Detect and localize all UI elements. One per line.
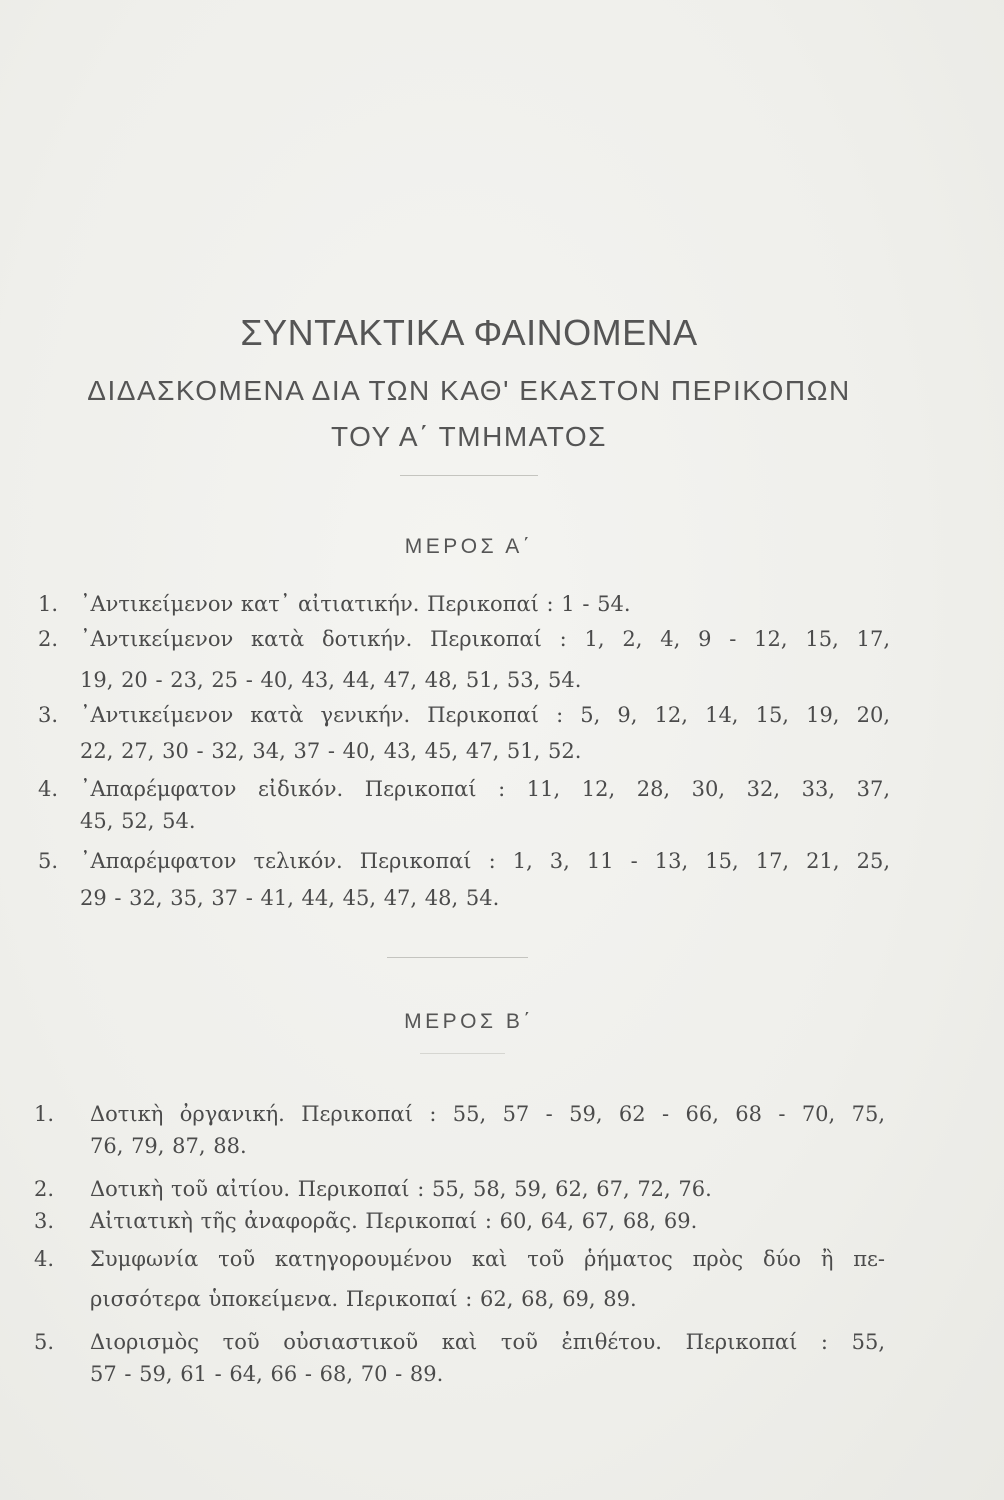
item-text-line: Δοτικὴ τοῦ αἰτίου. Περικοπαί : 55, 58, 59, 62, 67, 72, 76. (90, 1177, 712, 1201)
part-b-heading: ΜΕΡΟΣ Β΄ (404, 1010, 534, 1033)
subtitle-line-2: ΤΟΥ Α΄ ΤΜΗΜΑΤΟΣ (331, 421, 607, 452)
item-text-line: 19, 20 - 23, 25 - 40, 43, 44, 47, 48, 51, 53, 54. (80, 668, 582, 692)
item-text-line: ᾿Αντικείμενον κατ᾿ αἰτιατικήν. Περικοπαί : 1 - 54. (80, 592, 631, 616)
item-number: 5. (38, 849, 59, 873)
item-number: 3. (34, 1209, 55, 1233)
part-a-heading: ΜΕΡΟΣ Α΄ (404, 535, 534, 558)
item-text-line: ᾿Αντικείμενον κατὰ δοτικήν. Περικοπαί : 1, 2, 4, 9 - 12, 15, 17, (80, 627, 890, 651)
item-text-line: Διορισμὸς τοῦ οὐσιαστικοῦ καὶ τοῦ ἐπιθέτου. Περικοπαί : 55, (90, 1330, 885, 1354)
item-text-line: ᾿Απαρέμφατον τελικόν. Περικοπαί : 1, 3, 11 - 13, 15, 17, 21, 25, (80, 849, 890, 873)
item-number: 2. (34, 1177, 55, 1201)
item-text-line: 57 - 59, 61 - 64, 66 - 68, 70 - 89. (90, 1362, 444, 1386)
item-number: 4. (38, 777, 59, 801)
item-text-line: 76, 79, 87, 88. (90, 1134, 247, 1158)
section-divider (387, 957, 528, 958)
item-text-line: 22, 27, 30 - 32, 34, 37 - 40, 43, 45, 47, 51, 52. (80, 739, 582, 763)
item-number: 1. (38, 592, 59, 616)
subtitle-line-1: ΔΙΔΑΣΚΟΜΕΝΑ ΔΙΑ ΤΩΝ ΚΑΘ' ΕΚΑΣΤΟΝ ΠΕΡΙΚΟΠΩΝ (87, 375, 851, 406)
item-text-line: ᾿Αντικείμενον κατὰ γενικήν. Περικοπαί : 5, 9, 12, 14, 15, 19, 20, (80, 703, 890, 727)
title-divider (400, 475, 538, 476)
item-number: 2. (38, 627, 59, 651)
page-title: ΣΥΝΤΑΚΤΙΚΑ ΦΑΙΝΟΜΕΝΑ (240, 312, 698, 353)
heading-divider (420, 1053, 505, 1054)
item-text-line: ᾿Απαρέμφατον εἰδικόν. Περικοπαί : 11, 12, 28, 30, 32, 33, 37, (80, 777, 890, 801)
item-text-line: Αἰτιατικὴ τῆς ἀναφορᾶς. Περικοπαί : 60, 64, 67, 68, 69. (90, 1209, 698, 1233)
item-text-line: 29 - 32, 35, 37 - 41, 44, 45, 47, 48, 54. (80, 886, 500, 910)
item-text-line: Συμφωνία τοῦ κατηγορουμένου καὶ τοῦ ῥήματος πρὸς δύο ἢ πε- (90, 1247, 885, 1271)
item-number: 3. (38, 703, 59, 727)
item-text-line: 45, 52, 54. (80, 809, 196, 833)
item-number: 1. (34, 1102, 55, 1126)
item-number: 4. (34, 1247, 55, 1271)
item-text-line: Δοτικὴ ὀργανική. Περικοπαί : 55, 57 - 59, 62 - 66, 68 - 70, 75, (90, 1102, 885, 1126)
item-text-line: ρισσότερα ὑποκείμενα. Περικοπαί : 62, 68, 69, 89. (90, 1287, 637, 1311)
item-number: 5. (34, 1330, 55, 1354)
